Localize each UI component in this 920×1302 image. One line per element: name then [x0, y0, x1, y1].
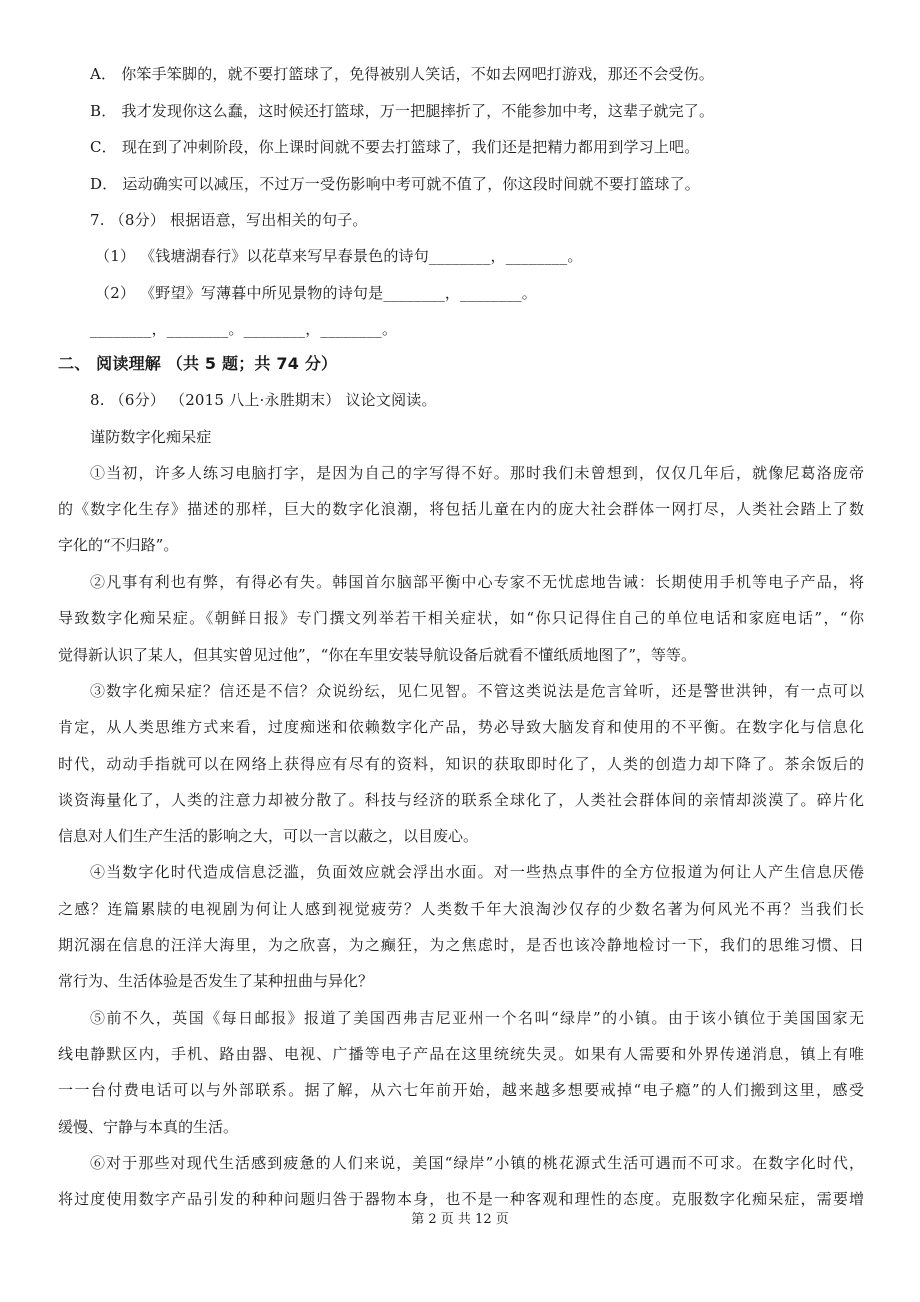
paragraph-4-line-2: 之感？连篇累牍的电视剧为何让人感到视觉疲劳？人类数千年大浪淘沙仅存的少数名著为何风光不再？当我们长 [58, 900, 864, 918]
paragraph-1-line-1: ①当初，许多人练习电脑打字，是因为自己的字写得不好。那时我们未曾想到，仅仅几年后，就像尼葛洛庞帝 [90, 464, 864, 482]
paragraph-2-line-3: 觉得新认识了某人，但其实曾见过他”，“你在车里安装导航设备后就看不懂纸质地图了”，等等。 [58, 646, 697, 664]
paragraph-3-line-2: 肯定，从人类思维方式来看，过度痴迷和依赖数字化产品，势必导致大脑发育和使用的不平衡。在数字化与信息化 [58, 718, 864, 736]
paragraph-3-line-4: 谈资海量化了，人类的注意力却被分散了。科技与经济的联系全球化了，人类社会群体间的亲情却淡漠了。碎片化 [58, 791, 864, 809]
paragraph-3-line-1: ③数字化痴呆症？信还是不信？众说纷纭，见仁见智。不管这类说法是危言耸听，还是警世洪钟，有一点可以 [90, 682, 864, 700]
question-7-sub2-continued: ________，________。________，________。 [90, 320, 398, 338]
paragraph-6-line-1: ⑥对于那些对现代生活感到疲惫的人们来说，美国“绿岸”小镇的桃花源式生活可遇而不可求。在数字化时代， [90, 1154, 864, 1172]
paragraph-5-line-3: 一一台付费电话可以与外部联系。据了解，从六七年前开始，越来越多想要戒掉“电子瘾”的人们搬到这里，感受 [58, 1081, 864, 1099]
paragraph-4-line-4: 常行为、生活体验是否发生了某种扭曲与异化？ [58, 972, 374, 990]
option-c: C． 现在到了冲刺阶段，你上课时间就不要去打篮球了，我们还是把精力都用到学习上吧。 [90, 138, 700, 156]
option-b: B． 我才发现你这么蠢，这时候还打篮球，万一把腿摔折了，不能参加中考，这辈子就完了。 [90, 102, 715, 120]
paragraph-5-line-1: ⑤前不久，英国《每日邮报》报道了美国西弗吉尼亚州一个名叫“绿岸”的小镇。由于该小镇位于美国国家无 [90, 1009, 864, 1027]
paragraph-4-line-3: 期沉溺在信息的汪洋大海里，为之欣喜，为之癫狂，为之焦虑时，是否也该冷静地检讨一下，我们的思维习惯、日 [58, 936, 864, 954]
page-footer: 第 2 页 共 12 页 [411, 1212, 509, 1227]
paragraph-2-line-1: ②凡事有利也有弊，有得必有失。韩国首尔脑部平衡中心专家不无忧虑地告诫：长期使用手机等电子产品，将 [90, 573, 864, 591]
option-d: D． 运动确实可以减压，不过万一受伤影响中考可就不值了，你这段时间就不要打篮球了。 [90, 175, 700, 193]
article-title: 谨防数字化痴呆症 [90, 428, 212, 446]
question-7-stem: 7. （8分） 根据语意，写出相关的句子。 [90, 211, 368, 229]
paragraph-6-line-2: 将过度使用数字产品引发的种种问题归咎于器物本身，也不是一种客观和理性的态度。克服数字化痴呆症，需要增 [58, 1190, 864, 1208]
paragraph-1-line-2: 的《数字化生存》描述的那样，巨大的数字化浪潮，将包括儿童在内的庞大社会群体一网打尽，人类社会踏上了数 [58, 500, 864, 518]
paragraph-5-line-4: 缓慢、宁静与本真的生活。 [58, 1118, 239, 1136]
paragraph-4-line-1: ④当数字化时代造成信息泛滥，负面效应就会浮出水面。对一些热点事件的全方位报道为何让人产生信息厌倦 [90, 863, 864, 881]
option-a: A． 你笨手笨脚的，就不要打篮球了，免得被别人笑话，不如去网吧打游戏，那还不会受伤。 [90, 65, 715, 83]
paragraph-5-line-2: 线电静默区内，手机、路由器、电视、广播等电子产品在这里统统失灵。如果有人需要和外界传递消息，镇上有唯 [58, 1045, 864, 1063]
paragraph-3-line-5: 信息对人们生产生活的影响之大，可以一言以蔽之，以目废心。 [58, 827, 479, 845]
question-7-sub2: （2） 《野望》写薄暮中所见景物的诗句是________，________。 [95, 284, 537, 302]
section-heading: 二、 阅读理解 （共 5 题；共 74 分） [58, 354, 338, 373]
question-7-sub1: （1） 《钱塘湖春行》以花草来写早春景色的诗句________，________。 [95, 247, 583, 265]
question-8-stem: 8. （6分） （2015 八上·永胜期末） 议论文阅读。 [90, 391, 437, 409]
paragraph-3-line-3: 时代，动动手指就可以在网络上获得应有尽有的资料，知识的获取即时化了，人类的创造力却下降了。茶余饭后的 [58, 755, 864, 773]
paragraph-1-line-3: 字化的“不归路”。 [58, 536, 179, 554]
paragraph-2-line-2: 导致数字化痴呆症。《朝鲜日报》专门撰文列举若干相关症状，如“你只记得住自己的单位电话和家庭电话”，“你 [58, 609, 864, 627]
